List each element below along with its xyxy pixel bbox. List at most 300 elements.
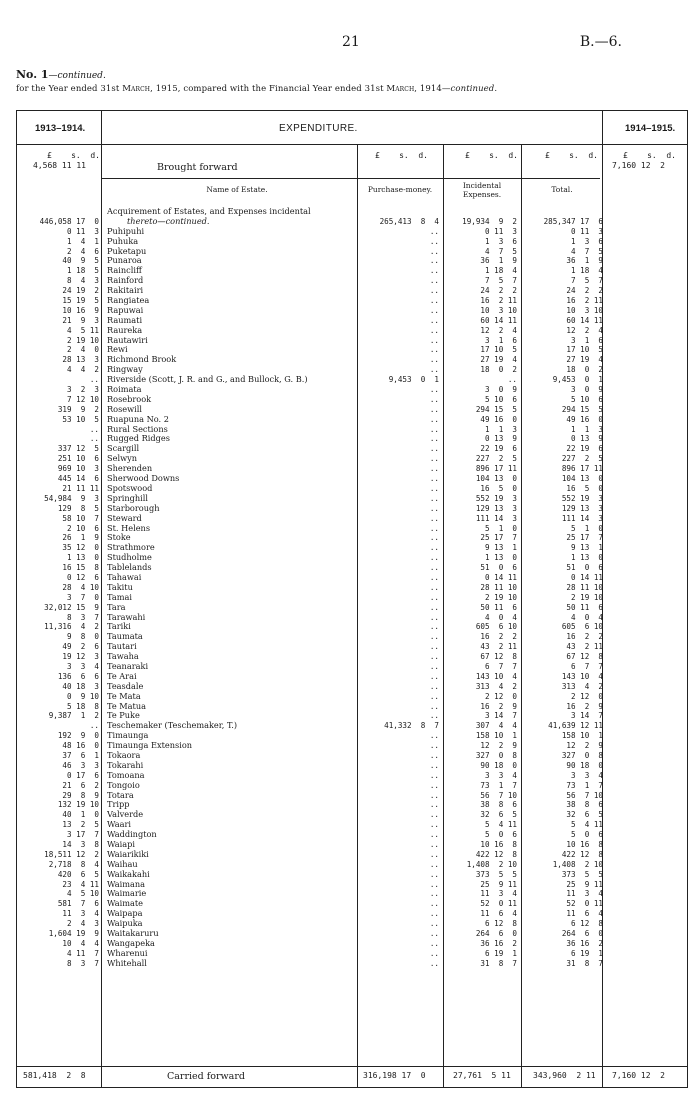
table-row [17,771,687,781]
estate-name: Waimarie [107,889,147,899]
estate-name: Punaroa [107,256,142,266]
total-amount: 294 15 5 [561,404,603,414]
incidental-expenses: 50 11 6 [480,602,517,612]
estate-name: Te Puke [107,711,140,721]
estate-name: Puketapu [107,246,147,256]
total-amount: 11 6 4 [566,909,603,919]
incidental-expenses: 5 0 6 [484,830,517,840]
incidental-expenses: 12 2 4 [480,325,517,335]
purchase-money: .. [429,226,439,236]
total-amount: 67 12 8 [566,652,603,662]
purchase-money: .. [429,325,439,335]
purchase-money: .. [429,800,439,810]
incidental-expenses: 327 0 8 [475,750,517,760]
incidental-expenses: 73 1 7 [480,780,517,790]
purchase-money: .. [429,889,439,899]
purchase-money: .. [429,642,439,652]
estate-name: Tripp [107,800,130,810]
table-row [17,504,687,514]
carried-forward-1915: 7,160 12 2 [612,1071,665,1080]
table-row [17,365,687,375]
incidental-expenses: 158 10 1 [475,731,517,741]
purchase-money: .. [429,760,439,770]
table-row [17,899,687,909]
table-row [17,276,687,286]
incidental-expenses: 4 7 5 [484,246,517,256]
incidental-expenses: 0 11 3 [484,226,517,236]
incidental-expenses: 104 13 0 [475,474,517,484]
estate-name: Studholme [107,553,152,563]
estate-name: Selwyn [107,454,137,464]
estate-name: Waari [107,820,131,830]
purchase-money: .. [429,523,439,533]
table-row [17,415,687,425]
incidental-expenses: 1,408 2 10 [466,859,517,869]
incidental-expenses: .. [507,375,517,385]
total-amount: 27 19 4 [566,355,603,365]
total-amount: 111 14 3 [561,513,603,523]
prev-year-amount: 969 10 3 [57,464,99,474]
incidental-expenses: 24 2 2 [480,286,517,296]
purchase-money: 41,332 8 7 [384,721,439,731]
estate-name: Waikakahi [107,869,150,879]
incidental-expenses: 31 8 7 [480,958,517,968]
total-amount: 422 12 8 [561,849,603,859]
total-amount: 73 1 7 [566,780,603,790]
prev-year-amount: 192 9 0 [57,731,99,741]
table-row [17,286,687,296]
incidental-expenses: 56 7 10 [480,790,517,800]
carried-forward-purchase: 316,198 17 0 [363,1071,426,1080]
table-row [17,919,687,929]
incidental-expenses: 7 5 7 [484,276,517,286]
purchase-money: .. [429,820,439,830]
purchase-money: .. [429,849,439,859]
prev-year-amount: 337 12 5 [57,444,99,454]
estate-name: Tomoana [107,770,145,780]
table-row [17,583,687,593]
estate-name: Waihau [107,859,138,869]
purchase-money: .. [429,859,439,869]
purchase-money: .. [429,879,439,889]
estate-name: Sherwood Downs [107,474,180,484]
estate-name: Puhipuhi [107,226,145,236]
total-amount: 1 13 0 [570,553,603,563]
prev-year-amount: 0 17 6 [66,770,99,780]
total-amount: 1 18 4 [570,266,603,276]
estate-name: Roimata [107,385,142,395]
table-row [17,711,687,721]
table-row [17,326,687,336]
estate-name: Waipapa [107,909,143,919]
incidental-expenses: 49 16 0 [480,414,517,424]
prev-year-amount: 8 3 7 [66,958,99,968]
table-row [17,464,687,474]
purchase-money: .. [429,246,439,256]
purchase-money: .. [429,305,439,315]
table-row [17,850,687,860]
estate-name: Raureka [107,325,143,335]
prev-year-amount: 1 13 0 [66,553,99,563]
estate-name: Rugged Ridges [107,434,170,444]
incidental-expenses: 0 13 9 [484,434,517,444]
prev-year-amount: 9,387 1 2 [48,711,99,721]
table-row [17,405,687,415]
incidental-expenses: 16 2 11 [480,296,517,306]
total-amount: 1,408 2 10 [552,859,603,869]
purchase-money: .. [429,256,439,266]
purchase-money: .. [429,790,439,800]
purchase-money: .. [429,830,439,840]
table-row [17,702,687,712]
prev-year-amount: 420 6 5 [57,869,99,879]
table-row [17,642,687,652]
total-amount: 1 3 6 [570,236,603,246]
incidental-expenses: 32 6 5 [480,810,517,820]
total-amount: 17 10 5 [566,345,603,355]
total-amount: 36 1 9 [566,256,603,266]
expenditure-table [16,110,688,1088]
table-row [17,316,687,326]
total-amount: 16 5 0 [566,483,603,493]
purchase-money: .. [429,236,439,246]
incidental-expenses: 1 3 6 [484,236,517,246]
purchase-money: .. [429,543,439,553]
purchase-money-label: Purchase-money. [367,185,433,194]
prev-year-amount: .. [89,375,99,385]
table-row [17,573,687,583]
incidental-expenses: 111 14 3 [475,513,517,523]
purchase-money: .. [429,958,439,968]
prev-year-amount: 3 2 3 [66,385,99,395]
incidental-expenses: 227 2 5 [475,454,517,464]
purchase-money: .. [429,365,439,375]
incidental-expenses: 18 0 2 [480,365,517,375]
prev-year-amount: .. [89,424,99,434]
table-row [17,682,687,692]
purchase-money: .. [429,394,439,404]
unit-label: £ s. d. [545,151,598,160]
table-row [17,336,687,346]
carried-forward-incidental: 27,761 5 11 [453,1071,511,1080]
estate-name: Springhill [107,493,149,503]
incidental-expenses: 605 6 10 [475,622,517,632]
estate-name: Rakitairi [107,286,144,296]
prev-year-amount: 136 6 6 [57,671,99,681]
prev-year-amount: 2 19 10 [66,335,99,345]
name-of-estate-label: Name of Estate. [206,185,268,194]
total-amount: 9 13 1 [570,543,603,553]
total-amount: 9,453 0 1 [552,375,603,385]
purchase-money: .. [429,701,439,711]
incidental-expenses: 896 17 11 [475,464,517,474]
total-amount: 1 1 3 [570,424,603,434]
brought-forward-1913: 4,568 11 11 [33,161,86,170]
total-amount: 313 4 2 [561,681,603,691]
estate-name: Waimate [107,899,143,909]
carried-forward-1913: 581,418 2 8 [23,1071,86,1080]
table-row [17,959,687,969]
prev-year-amount: 446,058 17 0 [39,216,99,226]
purchase-money: .. [429,602,439,612]
table-row [17,227,687,237]
prev-year-amount: 2,718 8 4 [48,859,99,869]
prev-year-amount: 11 3 4 [62,909,99,919]
header-1913: 1913–1914. [35,123,86,134]
estate-name: Valverde [107,810,144,820]
incidental-expenses: 3 1 6 [484,335,517,345]
purchase-money: .. [429,503,439,513]
estate-name: Waimana [107,879,146,889]
page-number: 21 [342,34,360,50]
purchase-money: .. [429,553,439,563]
incidental-expenses: 36 1 9 [480,256,517,266]
carried-forward-row [17,1067,687,1087]
prev-year-amount: .. [89,434,99,444]
incidental-expenses: 11 6 4 [480,909,517,919]
prev-year-amount: 581 7 6 [57,899,99,909]
table-row [17,533,687,543]
estate-name: Steward [107,513,142,523]
estate-name: Teschemaker (Teschemaker, T.) [107,721,238,731]
table-row [17,721,687,731]
estate-name: Rainford [107,276,144,286]
incidental-expenses: 307 4 4 [475,721,517,731]
purchase-money: .. [429,266,439,276]
prev-year-amount: .. [89,721,99,731]
table-row [17,791,687,801]
purchase-money: .. [429,355,439,365]
incidental-expenses: 5 1 0 [484,523,517,533]
total-amount: 16 2 2 [566,632,603,642]
purchase-money: .. [429,840,439,849]
purchase-money: .. [429,434,439,444]
purchase-money: .. [429,681,439,691]
incidental-expenses: 43 2 11 [480,642,517,652]
incidental-expenses: 11 3 4 [480,889,517,899]
total-amount: 0 11 3 [570,226,603,236]
table-row [17,820,687,830]
estate-name: Wharenui [107,948,148,958]
purchase-money: .. [429,938,439,948]
prev-year-amount: 319 9 2 [57,404,99,414]
estate-name: Teasdale [107,681,144,691]
prev-year-amount: 29 8 9 [62,790,99,800]
table-row [17,237,687,247]
table-row [17,761,687,771]
purchase-money: .. [429,533,439,543]
estate-name: Takitu [107,582,133,592]
prev-year-amount: 3 3 4 [66,661,99,671]
prev-year-amount: 48 16 0 [62,741,99,751]
purchase-money: 265,413 8 4 [379,216,439,226]
estate-name: Raincliff [107,266,142,276]
header-1915: 1914–1915. [625,123,676,134]
prev-year-amount: 8 4 3 [66,276,99,286]
estate-name: Rural Sections [107,424,168,434]
estate-name: Acquirement of Estates, and Expenses incidental [107,207,311,216]
purchase-money: .. [429,919,439,929]
incidental-expenses: 90 18 0 [480,760,517,770]
total-amount: 5 0 6 [570,830,603,840]
purchase-money: .. [429,869,439,879]
incidental-expenses: 22 19 6 [480,444,517,454]
estate-name: Teanaraki [107,661,149,671]
incidental-expenses: 12 2 9 [480,741,517,751]
prev-year-amount: 54,984 9 3 [44,493,99,503]
total-amount: 51 0 6 [566,563,603,573]
estate-name: Waitakaruru [107,929,159,939]
estate-name: Tarawahi [107,612,146,622]
estate-name: Totara [107,790,134,800]
prev-year-amount: 0 11 3 [66,226,99,236]
estate-name: Raumati [107,315,143,325]
purchase-money: .. [429,632,439,642]
prev-year-amount: 9 8 0 [66,632,99,642]
prev-year-amount: 28 13 3 [62,355,99,365]
estate-name: Tongoio [107,780,140,790]
prev-year-amount: 1 18 5 [66,266,99,276]
total-amount: 0 14 11 [570,572,603,582]
carried-forward-total: 343,960 2 11 [533,1071,596,1080]
prev-year-amount: 2 10 6 [66,523,99,533]
estate-name: Rautawiri [107,335,148,345]
estate-name: Ruapuna No. 2 [107,414,169,424]
estate-name: Tariki [107,622,131,632]
prev-year-amount: 132 19 10 [57,800,99,810]
incidental-expenses: 67 12 8 [480,652,517,662]
purchase-money: .. [429,780,439,790]
incidental-expenses: 4 0 4 [484,612,517,622]
table-row [17,830,687,840]
header-rule [17,144,687,145]
estate-name: Rewi [107,345,128,355]
purchase-money: .. [429,671,439,681]
purchase-money: .. [429,464,439,474]
total-amount: 264 6 0 [561,929,603,939]
total-amount: 3 14 7 [570,711,603,721]
table-row [17,929,687,939]
total-amount: 605 6 10 [561,622,603,632]
carried-forward-label: Carried forward [167,1071,245,1082]
purchase-money: .. [429,622,439,632]
total-amount: 373 5 5 [561,869,603,879]
incidental-expenses: 16 5 0 [480,483,517,493]
purchase-money: .. [429,711,439,721]
table-body [17,207,687,969]
total-amount: 90 18 0 [566,760,603,770]
purchase-money: .. [429,948,439,958]
prev-year-amount: 251 10 6 [57,454,99,464]
prev-year-amount: 13 2 5 [62,820,99,830]
incidental-expenses: 10 16 8 [480,840,517,849]
prev-year-amount: 19 12 3 [62,652,99,662]
prev-year-amount: 58 10 7 [62,513,99,523]
purchase-money: .. [429,404,439,414]
estate-name: Waddington [107,830,157,840]
table-row [17,692,687,702]
total-amount: 38 8 6 [566,800,603,810]
total-amount: 2 19 10 [570,592,603,602]
table-row [17,800,687,810]
table-row [17,563,687,573]
estate-name: Spotswood [107,483,153,493]
table-number: No. 1—continued. [16,68,106,81]
prev-year-amount: 37 6 1 [62,750,99,760]
incidental-expenses: 5 4 11 [484,820,517,830]
prev-year-amount: 4 11 7 [66,948,99,958]
incidental-expenses: 1 18 4 [484,266,517,276]
table-row [17,454,687,464]
purchase-money: .. [429,513,439,523]
table-row [17,375,687,385]
incidental-expenses: 2 12 0 [484,691,517,701]
prev-year-amount: 21 6 2 [62,780,99,790]
incidental-expenses: 25 9 11 [480,879,517,889]
purchase-money: .. [429,612,439,622]
purchase-money: .. [429,572,439,582]
total-amount: 5 1 0 [570,523,603,533]
total-amount: 143 10 4 [561,671,603,681]
prev-year-amount: 14 3 8 [62,840,99,849]
estate-name: St. Helens [107,523,151,533]
table-row [17,306,687,316]
estate-name: Te Arai [107,671,137,681]
total-amount: 52 0 11 [566,899,603,909]
estate-name: Te Mata [107,691,141,701]
incidental-expenses: 51 0 6 [480,563,517,573]
total-amount: 7 5 7 [570,276,603,286]
table-row [17,810,687,820]
document-code: B.—6. [579,34,622,50]
incidental-expenses: 143 10 4 [475,671,517,681]
table-row [17,622,687,632]
incidental-expenses: 9 13 1 [484,543,517,553]
table-row [17,603,687,613]
total-amount: 22 19 6 [566,444,603,454]
prev-year-amount: 3 7 0 [66,592,99,602]
prev-year-amount: 2 4 3 [66,919,99,929]
incidental-expenses: 25 17 7 [480,533,517,543]
total-amount: 10 3 10 [566,305,603,315]
total-amount: 6 7 7 [570,661,603,671]
purchase-money: .. [429,592,439,602]
estate-name: Te Matua [107,701,146,711]
table-row [17,385,687,395]
table-row [17,524,687,534]
prev-year-amount: 40 18 3 [62,681,99,691]
prev-year-amount: 28 4 10 [62,582,99,592]
prev-year-amount: 7 12 10 [66,394,99,404]
table-row [17,425,687,435]
prev-year-amount: 40 9 5 [62,256,99,266]
prev-year-amount: 1,604 19 9 [48,929,99,939]
prev-year-amount: 32,012 15 9 [44,602,99,612]
incidental-expenses: 3 14 7 [484,711,517,721]
incidental-expenses: 6 12 8 [484,919,517,929]
prev-year-amount: 35 12 0 [62,543,99,553]
total-amount: 4 0 4 [570,612,603,622]
purchase-money: .. [429,414,439,424]
table-row [17,662,687,672]
estate-name: Timaunga [107,731,149,741]
incidental-expenses: 60 14 11 [480,315,517,325]
incidental-expenses: 19,934 9 2 [462,216,517,226]
purchase-money: .. [429,385,439,395]
total-amount: 56 7 10 [566,790,603,800]
estate-name: Whitehall [107,958,147,968]
estate-name: Richmond Brook [107,355,177,365]
